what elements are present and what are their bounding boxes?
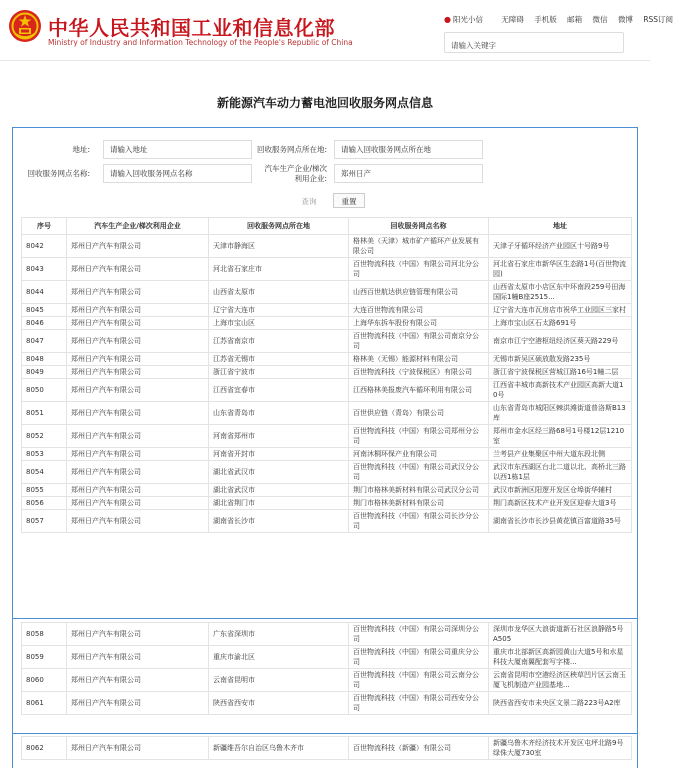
cell-address: 深圳市龙华区大浪街道新石社区浪静路5号A505 bbox=[489, 623, 632, 646]
cell-address: 湖南省长沙市长沙县黄花镇百富道路35号 bbox=[489, 510, 632, 533]
nav-item-rss[interactable]: RSS订阅 bbox=[643, 15, 674, 24]
company-label: 汽车生产企业/梯次利用企业: bbox=[264, 164, 327, 183]
nav-item-mobile[interactable]: 手机版 bbox=[534, 15, 557, 24]
cell-site-name: 荆门市格林美新材料有限公司武汉分公司 bbox=[349, 484, 489, 497]
cell-location: 江苏省无锡市 bbox=[209, 353, 349, 366]
cell-location: 陕西省西安市 bbox=[209, 692, 349, 715]
cell-index: 8056 bbox=[22, 497, 67, 510]
cell-location: 重庆市渝北区 bbox=[209, 646, 349, 669]
table-row bbox=[22, 330, 632, 353]
cell-address: 天津子牙循环经济产业园区十号路9号 bbox=[489, 235, 632, 258]
cell-location: 江苏省南京市 bbox=[209, 330, 349, 353]
location-label: 回收服务网点所在地: bbox=[256, 145, 327, 154]
address-label: 地址: bbox=[72, 145, 90, 154]
cell-address: 南京市江宁空港枢纽经济区葵天路229号 bbox=[489, 330, 632, 353]
cell-company: 郑州日产汽车有限公司 bbox=[67, 623, 209, 646]
cell-site-name: 百世物流科技（中国）有限公司河北分公司 bbox=[349, 258, 489, 281]
table-row bbox=[22, 281, 632, 304]
cell-company: 郑州日产汽车有限公司 bbox=[67, 258, 209, 281]
cell-location: 上海市宝山区 bbox=[209, 317, 349, 330]
cell-address: 山东省青岛市城阳区棘洪滩街道普洛斯B13库 bbox=[489, 402, 632, 425]
cell-address: 武汉市东西湖区台北二道以北、高桥北三路以西1栋1层 bbox=[489, 461, 632, 484]
cell-location: 江西省宜春市 bbox=[209, 379, 349, 402]
table-row bbox=[22, 317, 632, 330]
cell-index: 8051 bbox=[22, 402, 67, 425]
cell-site-name: 格林美（天津）城市矿产循环产业发展有限公司 bbox=[349, 235, 489, 258]
cell-site-name: 百世物流科技（中国）有限公司重庆分公司 bbox=[349, 646, 489, 669]
table-row bbox=[22, 235, 632, 258]
table-row bbox=[22, 353, 632, 366]
cell-site-name: 江西格林美报废汽车循环利用有限公司 bbox=[349, 379, 489, 402]
cell-address: 武汉市新洲区阳逻开发区仓埠街华辅村 bbox=[489, 484, 632, 497]
cell-location: 广东省深圳市 bbox=[209, 623, 349, 646]
cell-location: 湖南省长沙市 bbox=[209, 510, 349, 533]
cell-company: 郑州日产汽车有限公司 bbox=[67, 317, 209, 330]
col-header-index[interactable]: 序号 bbox=[22, 218, 67, 235]
cell-index: 8045 bbox=[22, 304, 67, 317]
cell-address: 重庆市北部新区高新园黄山大道5号和水星科技大厦南翼配套写字楼... bbox=[489, 646, 632, 669]
cell-company: 郑州日产汽车有限公司 bbox=[67, 281, 209, 304]
cell-company: 郑州日产汽车有限公司 bbox=[67, 669, 209, 692]
cell-index: 8060 bbox=[22, 669, 67, 692]
table-body-c bbox=[22, 737, 632, 760]
cell-company: 郑州日产汽车有限公司 bbox=[67, 235, 209, 258]
cell-site-name: 百世供应链（青岛）有限公司 bbox=[349, 402, 489, 425]
cell-site-name: 荆门市格林美新材料有限公司 bbox=[349, 497, 489, 510]
cell-location: 河北省石家庄市 bbox=[209, 258, 349, 281]
cell-address: 兰考县产业集聚区中州大道东段北侧 bbox=[489, 448, 632, 461]
table-row bbox=[22, 425, 632, 448]
cell-site-name: 格林美（无锡）能源材料有限公司 bbox=[349, 353, 489, 366]
cell-address: 浙江省宁波保税区营城江路16号1幢二层 bbox=[489, 366, 632, 379]
cell-index: 8061 bbox=[22, 692, 67, 715]
cell-address: 陕西省西安市未央区文景二路223号A2库 bbox=[489, 692, 632, 715]
cell-location: 山东省青岛市 bbox=[209, 402, 349, 425]
cell-address: 江西省丰城市高新技术产业园区高新大道10号 bbox=[489, 379, 632, 402]
cell-index: 8062 bbox=[22, 737, 67, 760]
site-subtitle: Ministry of Industry and Information Technology of the People's Republic of China bbox=[48, 38, 353, 47]
company-input[interactable] bbox=[334, 164, 483, 183]
nav-item-weibo[interactable]: 微博 bbox=[617, 15, 633, 24]
cell-company: 郑州日产汽车有限公司 bbox=[67, 484, 209, 497]
col-header-address[interactable]: 地址 bbox=[489, 218, 632, 235]
results-table-continued bbox=[21, 622, 632, 715]
col-header-location[interactable]: 回收服务网点所在地 bbox=[209, 218, 349, 235]
cell-index: 8048 bbox=[22, 353, 67, 366]
col-header-site-name[interactable]: 回收服务网点名称 bbox=[349, 218, 489, 235]
table-row bbox=[22, 623, 632, 646]
site-title[interactable]: 中华人民共和国工业和信息化部 bbox=[48, 16, 335, 40]
cell-index: 8050 bbox=[22, 379, 67, 402]
cell-index: 8047 bbox=[22, 330, 67, 353]
location-input[interactable] bbox=[334, 140, 483, 159]
location-pin-icon: ● bbox=[444, 15, 451, 24]
results-table-continued bbox=[21, 736, 632, 760]
query-button[interactable]: 查询 bbox=[301, 197, 317, 206]
cell-index: 8058 bbox=[22, 623, 67, 646]
cell-site-name: 山西百世航达供应链管理有限公司 bbox=[349, 281, 489, 304]
cell-company: 郑州日产汽车有限公司 bbox=[67, 366, 209, 379]
cell-location: 云南省昆明市 bbox=[209, 669, 349, 692]
cell-index: 8053 bbox=[22, 448, 67, 461]
cell-company: 郑州日产汽车有限公司 bbox=[67, 379, 209, 402]
nav-item-sunshine[interactable]: ● 阳光小信 bbox=[444, 15, 483, 24]
table-row bbox=[22, 484, 632, 497]
cell-index: 8052 bbox=[22, 425, 67, 448]
national-emblem-icon bbox=[8, 9, 42, 43]
nav-item-mail[interactable]: 邮箱 bbox=[567, 15, 583, 24]
cell-location: 山西省太原市 bbox=[209, 281, 349, 304]
cell-site-name: 百世物流科技（中国）有限公司南京分公司 bbox=[349, 330, 489, 353]
name-label: 回收服务网点名称: bbox=[27, 169, 90, 178]
cell-company: 郑州日产汽车有限公司 bbox=[67, 304, 209, 317]
cell-index: 8046 bbox=[22, 317, 67, 330]
cell-location: 河南省开封市 bbox=[209, 448, 349, 461]
cell-location: 天津市静海区 bbox=[209, 235, 349, 258]
cell-company: 郑州日产汽车有限公司 bbox=[67, 497, 209, 510]
nav-item-accessibility[interactable]: 无障碍 bbox=[501, 15, 524, 24]
cell-site-name: 百世物流科技（中国）有限公司武汉分公司 bbox=[349, 461, 489, 484]
table-row bbox=[22, 366, 632, 379]
cell-location: 湖北省荆门市 bbox=[209, 497, 349, 510]
cell-location: 浙江省宁波市 bbox=[209, 366, 349, 379]
cell-address: 上海市宝山区石太路691号 bbox=[489, 317, 632, 330]
site-search-input[interactable] bbox=[445, 37, 611, 54]
cell-index: 8059 bbox=[22, 646, 67, 669]
cell-address: 无锡市新吴区硕放散发路235号 bbox=[489, 353, 632, 366]
cell-location: 湖北省武汉市 bbox=[209, 484, 349, 497]
cell-index: 8055 bbox=[22, 484, 67, 497]
results-table bbox=[21, 217, 632, 533]
col-header-company[interactable]: 汽车生产企业/梯次利用企业 bbox=[67, 218, 209, 235]
cell-index: 8049 bbox=[22, 366, 67, 379]
cell-company: 郑州日产汽车有限公司 bbox=[67, 461, 209, 484]
cell-address: 云南省昆明市空港经济区秧草凹片区云南玉厦飞机制造产业园基地... bbox=[489, 669, 632, 692]
cell-address: 荆门高新区技术产业开发区迎春大道3号 bbox=[489, 497, 632, 510]
table-row bbox=[22, 402, 632, 425]
cell-index: 8044 bbox=[22, 281, 67, 304]
cell-site-name: 百世物流科技（中国）有限公司云南分公司 bbox=[349, 669, 489, 692]
reset-button[interactable]: 重置 bbox=[333, 193, 365, 208]
cell-address: 山西省太原市小店区东中环南段259号田海国际1幢B座2515... bbox=[489, 281, 632, 304]
cell-company: 郑州日产汽车有限公司 bbox=[67, 737, 209, 760]
cell-site-name: 百世物流科技（中国）有限公司西安分公司 bbox=[349, 692, 489, 715]
page-title: 新能源汽车动力蓄电池回收服务网点信息 bbox=[216, 96, 433, 110]
cell-index: 8054 bbox=[22, 461, 67, 484]
header-divider bbox=[0, 60, 650, 61]
cell-site-name: 百世物流科技（中国）有限公司长沙分公司 bbox=[349, 510, 489, 533]
table-row bbox=[22, 646, 632, 669]
cell-site-name: 大连百世物流有限公司 bbox=[349, 304, 489, 317]
cell-company: 郑州日产汽车有限公司 bbox=[67, 646, 209, 669]
table-row bbox=[22, 737, 632, 760]
table-row bbox=[22, 448, 632, 461]
cell-company: 郑州日产汽车有限公司 bbox=[67, 510, 209, 533]
cell-company: 郑州日产汽车有限公司 bbox=[67, 402, 209, 425]
cell-company: 郑州日产汽车有限公司 bbox=[67, 425, 209, 448]
cell-index: 8043 bbox=[22, 258, 67, 281]
cell-location: 辽宁省大连市 bbox=[209, 304, 349, 317]
cell-address: 河北省石家庄市新华区生态路1号(百世物流园) bbox=[489, 258, 632, 281]
cell-site-name: 百世物流科技（宁波保税区）有限公司 bbox=[349, 366, 489, 379]
section-divider bbox=[12, 618, 638, 619]
cell-company: 郑州日产汽车有限公司 bbox=[67, 692, 209, 715]
cell-site-name: 河南沐桐环保产业有限公司 bbox=[349, 448, 489, 461]
cell-company: 郑州日产汽车有限公司 bbox=[67, 353, 209, 366]
top-nav bbox=[444, 14, 681, 25]
cell-address: 辽宁省大连市瓦房店市祝华工业园区三家村 bbox=[489, 304, 632, 317]
cell-location: 河南省郑州市 bbox=[209, 425, 349, 448]
table-row bbox=[22, 669, 632, 692]
table-body-b bbox=[22, 623, 632, 715]
cell-location: 新疆维吾尔自治区乌鲁木齐市 bbox=[209, 737, 349, 760]
cell-address: 郑州市金水区经三路68号1号楼12层1210室 bbox=[489, 425, 632, 448]
table-row bbox=[22, 510, 632, 533]
cell-index: 8042 bbox=[22, 235, 67, 258]
cell-site-name: 上海华东拆车股份有限公司 bbox=[349, 317, 489, 330]
table-body-a bbox=[22, 235, 632, 533]
table-row bbox=[22, 379, 632, 402]
table-header-row bbox=[22, 218, 632, 235]
address-input[interactable] bbox=[103, 140, 252, 159]
table-row bbox=[22, 304, 632, 317]
cell-address: 新疆乌鲁木齐经济技术开发区屯坪北路9号绿侏大厦730室 bbox=[489, 737, 632, 760]
cell-location: 湖北省武汉市 bbox=[209, 461, 349, 484]
cell-site-name: 百世物流科技（中国）有限公司深圳分公司 bbox=[349, 623, 489, 646]
table-row bbox=[22, 461, 632, 484]
nav-item-wechat[interactable]: 微信 bbox=[592, 15, 608, 24]
cell-company: 郑州日产汽车有限公司 bbox=[67, 448, 209, 461]
name-input[interactable] bbox=[103, 164, 252, 183]
cell-site-name: 百世物流科技（中国）有限公司郑州分公司 bbox=[349, 425, 489, 448]
section-divider bbox=[12, 733, 638, 734]
cell-company: 郑州日产汽车有限公司 bbox=[67, 330, 209, 353]
site-search bbox=[444, 32, 624, 53]
table-row bbox=[22, 692, 632, 715]
table-row bbox=[22, 497, 632, 510]
cell-index: 8057 bbox=[22, 510, 67, 533]
table-row bbox=[22, 258, 632, 281]
cell-site-name: 百世物流科技（新疆）有限公司 bbox=[349, 737, 489, 760]
